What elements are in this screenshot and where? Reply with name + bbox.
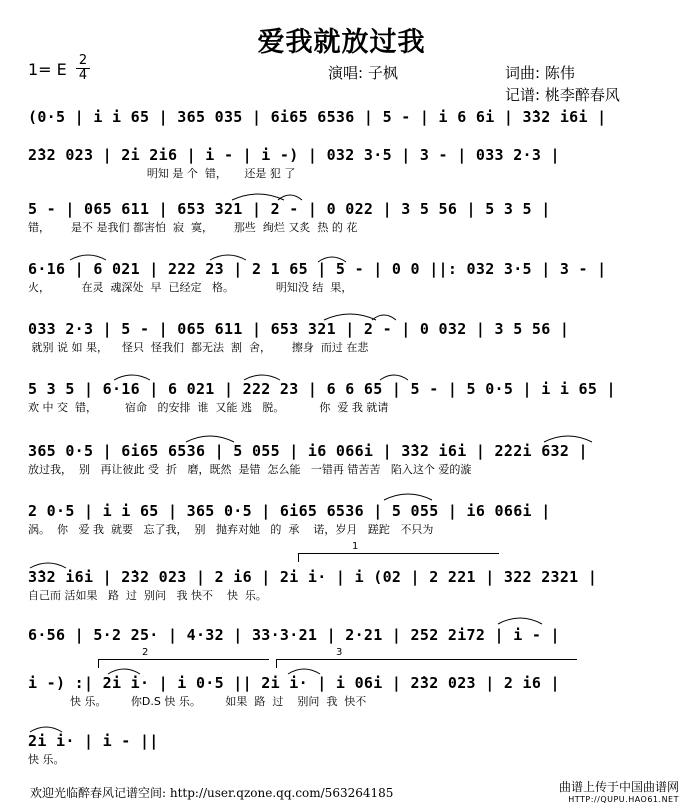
lyrics-row: 火， 在灵 魂深处 早 已经定 格。 明知没 结 果， [28, 281, 353, 294]
time-signature-top: 2 [78, 53, 88, 68]
slur [70, 255, 106, 260]
slur-group [30, 194, 592, 732]
transcriber-credit: 记谱: 桃李醉春风 [505, 86, 620, 104]
volta-label-3: 3 [336, 647, 343, 658]
notes-row: 6·16 | 6 021 | 222 23 | 2 1 65 | 5 - | 0 0 ||: 032 3·5 | 3 - | [28, 260, 607, 278]
key-signature: 1= E [28, 60, 67, 79]
notes-row: 5 - | 065 611 | 653 321 | 2 - | 0 022 | 3 5 56 | 5 3 5 | [28, 200, 551, 218]
slur [210, 255, 246, 260]
slur [318, 257, 346, 262]
notes-row: (0·5 | i i 65 | 365 035 | 6i65 6536 | 5 - | i 6 6i | 3̇32 i6i | [28, 108, 607, 126]
lyrics-row: 就别 说 如 果， 怪只 怪我们 都无法 割 舍， 擦身 而过 在悲 [28, 341, 369, 354]
lyrics-row: 错， 是不 是我们 都害怕 寂 寞， 那些 绚烂 又炙 热 的 花 [28, 221, 358, 234]
slur [380, 375, 408, 380]
slur [114, 375, 150, 380]
notes-row: 2 0·5 | i i 65 | 365 0·5 | 6i65 6536 | 5 055 | i6 066i | [28, 502, 551, 520]
slur [30, 727, 62, 732]
notes-row: i -) :| 2i i· | i 0·5 || 2i i· | i 06i | 2̇32 023 | 2 i6 | [28, 674, 560, 692]
footer-text: 欢迎光临醉春风记谱空间: http://user.qzone.qq.com/563264185 [30, 786, 394, 800]
lyrics-row: 快 乐。 [28, 753, 65, 766]
notes-row: 6·56 | 5·2 25· | 4·32 | 33·3·21 | 2·21 | 252 2i72 | i - | [28, 626, 560, 644]
slur [384, 494, 432, 500]
slur [544, 436, 592, 442]
time-signature-bottom: 4 [76, 68, 90, 83]
notes-row: 365 0·5 | 6i65 6536 | 5 055 | i6 066i | 3̇32 i6i | 2̇22i 632 | [28, 442, 588, 460]
lyrics-row: 快 乐。 你D.S 快 乐。 如果 路 过 别问 我 快不 [28, 695, 367, 708]
lyrics-row: 涡。 你 爱 我 就要 忘了我， 别 抛弃对她 的 承 诺，岁月 蹉跎 不只为 [28, 523, 434, 536]
volta-label-2: 2 [142, 647, 149, 658]
slur [244, 375, 280, 380]
song-title: 爱我就放过我 [257, 27, 426, 58]
volta-label-1: 1 [352, 541, 359, 552]
singer-credit: 演唱: 子枫 [328, 64, 398, 82]
slur [186, 436, 234, 442]
site-watermark [559, 778, 679, 804]
slur [288, 669, 320, 674]
notes-row: 2i i· | i - || [28, 732, 159, 750]
slur [30, 563, 66, 568]
notes-row: 033 2·3 | 5 - | 065 611 | 653 321 | 2 - | 0 032 | 3 5 56 | [28, 320, 570, 338]
slur [498, 618, 542, 624]
composer-credit: 词曲: 陈伟 [505, 64, 575, 82]
slur [372, 315, 396, 320]
slur [108, 669, 140, 674]
slur [232, 194, 284, 200]
lyrics-row: 自己而 活如果 路 过 别问 我 快不 快 乐。 [28, 589, 267, 602]
watermark-line-2: HTTP://QUPU.HAO61.NET [568, 795, 679, 804]
lyrics-row: 明知 是 个 错， 还是 犯 了 [28, 167, 296, 180]
notes-row: 3̇32 i6i | 2̇32 023 | 2 i6 | 2i i· | i (02 | 2 221 | 322 2321 | [28, 568, 598, 586]
lyrics-row: 欢 中 交 错， 宿命 的安排 谁 又能 逃 脱。 你 爱 我 就请 [28, 401, 389, 414]
slur [324, 314, 376, 320]
notes-row: 5 3 5 | 6·16 | 6 021 | 222 23 | 6 6 65 | 5 - | 5 0·5 | i i 65 | [28, 380, 616, 398]
notes-row: 2̇32 023 | 2i 2i6 | i - | i -) | 032 3·5 | 3 - | 033 2·3 | [28, 146, 560, 164]
watermark-line-1: 曲谱上传于中国曲谱网 [558, 780, 679, 794]
lyrics-row: 放过我， 别 再让彼此 受 折 磨，既然 是错 怎么能 一错再 错苦苦 陷入这个 爱的漩 [28, 463, 472, 476]
